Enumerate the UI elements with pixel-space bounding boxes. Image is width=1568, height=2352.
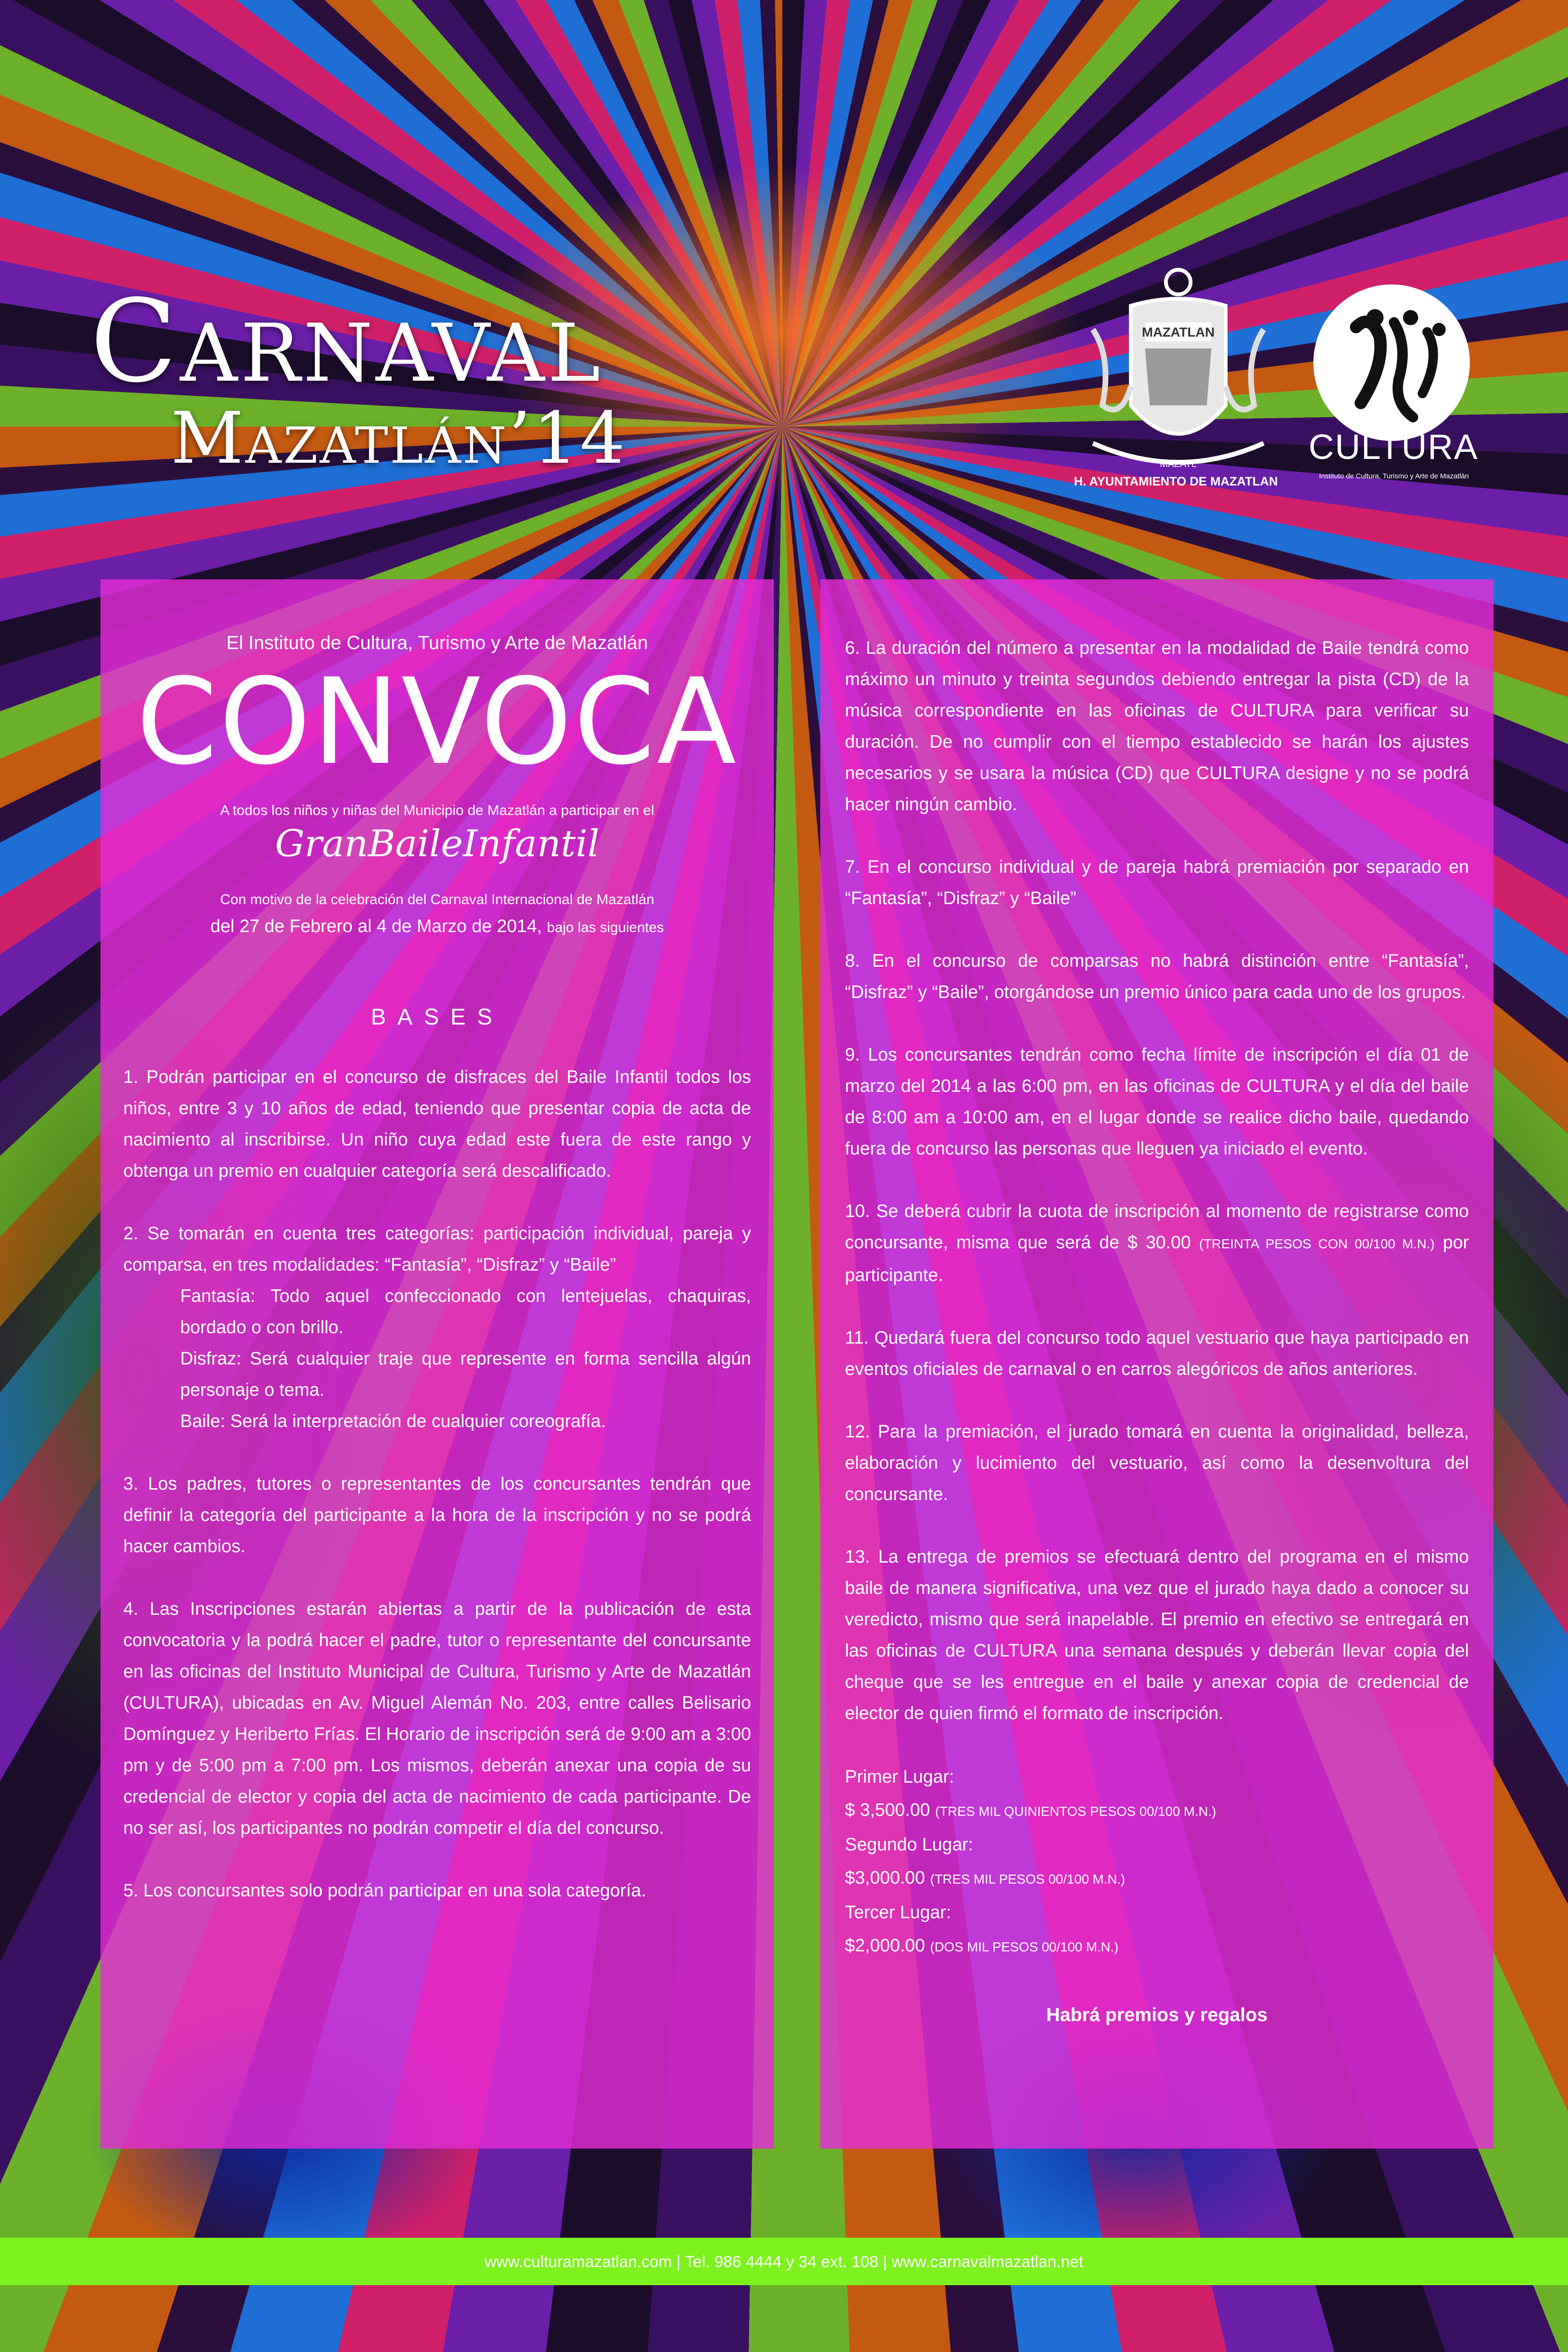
- base-10-tail: por participante.: [845, 1233, 1469, 1285]
- institute-intro: El Instituto de Cultura, Turismo y Arte de Mazatlán: [226, 632, 648, 653]
- prize-1: [845, 1794, 1469, 1828]
- base-7: 7. En el concurso individual y de pareja habrá premiación por separado en “Fantasía”, “Disfraz” y “Baile”: [845, 857, 1469, 908]
- cultura-subtitle: Instituto de Cultura, Turismo y Arte de Mazatlán: [1319, 472, 1469, 480]
- dates-tail: bajo las siguientes: [547, 920, 664, 935]
- prize-3-amount: $2,000.00: [845, 1936, 926, 1956]
- prize-3-words: (DOS MIL PESOS 00/100 M.N.): [930, 1940, 1119, 1954]
- prize-list: [845, 1760, 1469, 1964]
- convoca-heading: CONVOCA: [136, 653, 738, 791]
- base-5: 5. Los concursantes solo podrán participar en una sola categoría.: [123, 1881, 646, 1901]
- base-10: [845, 1196, 1469, 1291]
- base-2-baile: Baile: Será la interpretación de cualquier coreografía.: [180, 1411, 606, 1431]
- prize-3: [845, 1929, 1469, 1964]
- footer-contact: www.culturamazatlan.com | Tel. 986 4444 y 34 ext. 108 | www.carnavalmazatlan.net: [485, 2253, 1083, 2271]
- title-mazatlan: Mazatlán’14: [171, 397, 627, 480]
- prize-1-amount: $ 3,500.00: [845, 1800, 930, 1820]
- base-3: 3. Los padres, tutores o representantes de los concursantes tendrán que definir la categoría del participante a la hora de la inscripción y no se podrá hacer cambios.: [123, 1474, 751, 1556]
- crest-text: MAZATLAN: [1142, 325, 1215, 339]
- invite-text: A todos los niños y niñas del Municipio de Mazatlán a participar en el: [220, 803, 654, 818]
- base-11: 11. Quedará fuera del concurso todo aquel vestuario que haya participado en eventos oficiales de carnaval o en carros alegóricos de años anteriores.: [845, 1328, 1469, 1379]
- prize-2-amount: $3,000.00: [845, 1868, 926, 1888]
- closing-note: Habrá premios y regalos: [1046, 2004, 1268, 2025]
- title-carnaval: Carnaval: [90, 275, 604, 408]
- motivo-text: Con motivo de la celebración del Carnaval Internacional de Mazatlán: [220, 892, 654, 907]
- prize-1-label: Primer Lugar:: [845, 1767, 954, 1787]
- bases-heading: BASES: [370, 1005, 504, 1030]
- cultura-logo: [1309, 284, 1478, 484]
- base-10-text: 10. Se deberá cubrir la cuota de inscripción al momento de registrarse como concursante, misma que será de $ 30.00: [845, 1201, 1469, 1253]
- dates-text: del 27 de Febrero al 4 de Marzo de 2014,: [210, 916, 542, 936]
- cultura-wordmark: CULTURA: [1309, 427, 1478, 467]
- base-8: 8. En el concurso de comparsas no habrá distinción entre “Fantasía”, “Disfraz” y “Baile”, otorgándose un premio único para cada uno de los grupos.: [845, 951, 1469, 1002]
- base-2-disfraz: Disfraz: Será cualquier traje que represente en forma sencilla algún personaje o tema.: [180, 1349, 751, 1400]
- dancers-icon: [1313, 284, 1470, 441]
- base-13: 13. La entrega de premios se efectuará dentro del programa en el mismo baile de manera significativa, una vez que el jurado haya dado a conocer su veredicto, mismo que será inapelable. El premio en efectivo se entregará en las oficinas de CULTURA una semana después y deberán llevar copia del cheque que se les entregue en el baile y anexar copia de credencial de elector de quien firmó el formato de inscripción.: [845, 1547, 1469, 1723]
- mazatlan-crest-icon: [1074, 263, 1283, 486]
- event-dates: [123, 916, 751, 937]
- event-logo-title: [90, 275, 627, 480]
- base-4: 4. Las Inscripciones estarán abiertas a partir de la publicación de esta convocatoria y la podrá hacer el padre, tutor o representante del concursante en las oficinas del Instituto Municipal de Cultura, Turismo y Arte de Mazatlán (CULTURA), ubicadas en Av. Miguel Alemán No. 203, entre calles Belisario Domínguez y Heriberto Frías. El Horario de inscripción será de 9:00 am a 3:00 pm y de 5:00 pm a 7:00 pm. Los mismos, deberán anexar una copia de su credencial de elector y copia del acta de nacimiento de cada participante. De no ser así, los participantes no podrán competir el día del concurso.: [123, 1599, 751, 1838]
- left-panel: [101, 579, 774, 2149]
- cultura-circle: [1313, 284, 1470, 441]
- prize-2: [845, 1861, 1469, 1896]
- prize-3-label: Tercer Lugar:: [845, 1903, 951, 1922]
- event-name: GranBaileInfantil: [275, 823, 600, 865]
- base-9: 9. Los concursantes tendrán como fecha límite de inscripción el día 01 de marzo del 2014 a las 6:00 pm, en las oficinas de CULTURA y el día del baile de 8:00 am a 10:00 am, en el lugar donde se realice dicho baile, quedando fuera de concurso las personas que lleguen ya iniciado el evento.: [845, 1045, 1469, 1159]
- base-2-fantasia: Fantasía: Todo aquel confeccionado con lentejuelas, chaquiras, bordado o con brillo.: [180, 1286, 751, 1337]
- ayuntamiento-caption: H. AYUNTAMIENTO DE MAZATLAN: [1074, 474, 1278, 488]
- prize-2-words: (TRES MIL PESOS 00/100 M.N.): [930, 1872, 1125, 1886]
- base-1: 1. Podrán participar en el concurso de disfraces del Baile Infantil todos los niños, entre 3 y 10 años de edad, teniendo que presentar copia de acta de nacimiento al inscribirse. Un niño cuya edad este fuera de este rango y obtenga un premio en cualquier categoría será descalificado.: [123, 1067, 751, 1181]
- prize-1-words: (TRES MIL QUINIENTOS PESOS 00/100 M.N.): [935, 1804, 1216, 1819]
- base-2: 2. Se tomarán en cuenta tres categorías: participación individual, pareja y comparsa, en tres modalidades: “Fantasía”, “Disfraz” y “Baile”: [123, 1224, 751, 1275]
- base-10-amount-words: (TREINTA PESOS CON 00/100 M.N.): [1199, 1236, 1435, 1251]
- right-panel: [820, 579, 1494, 2149]
- prize-2-label: Segundo Lugar:: [845, 1835, 973, 1855]
- crest-subtext: MAZATL: [1160, 459, 1197, 469]
- base-12: 12. Para la premiación, el jurado tomará en cuenta la originalidad, belleza, elaboración y lucimiento del vestuario, así como la desenvoltura del concursante.: [845, 1422, 1469, 1504]
- base-6: 6. La duración del número a presentar en la modalidad de Baile tendrá como máximo un minuto y treinta segundos debiendo entregar la pista (CD) de la música correspondiente en las oficinas de CULTURA para verificar su duración. De no cumplir con el tiempo establecido se harán los ajustes necesarios y se usara la música (CD) que CULTURA designe y no se podrá hacer ningún cambio.: [845, 638, 1469, 815]
